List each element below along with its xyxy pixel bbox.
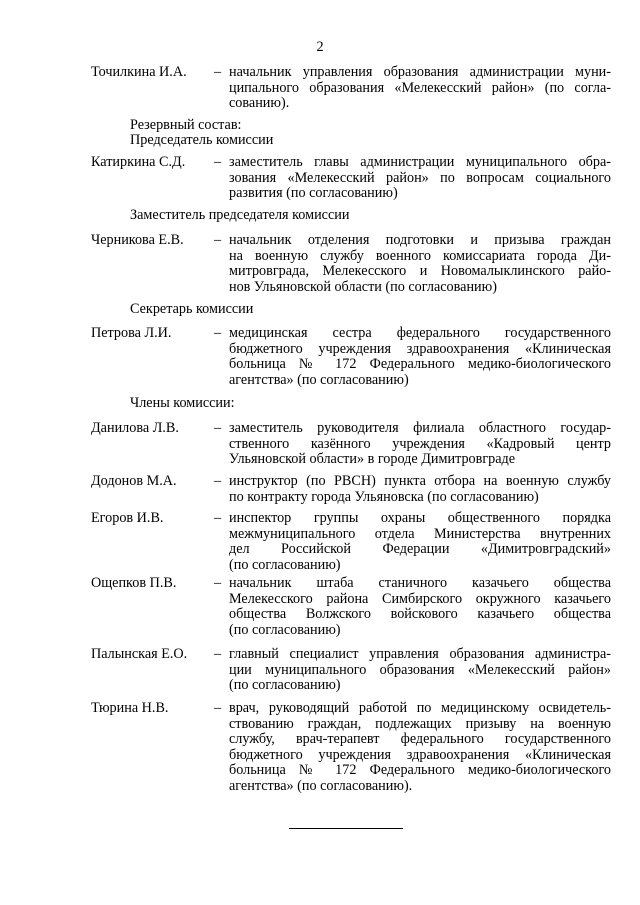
dash-separator: –: [214, 575, 222, 591]
desc-line: заместитель руководителя филиала областного государ-: [229, 420, 611, 436]
desc-line: бюджетного учреждения здравоохранения «Клиническая: [229, 340, 611, 357]
member-position: [229, 647, 611, 694]
desc-line: начальник управления образования администрации муни-: [229, 64, 611, 80]
desc-line: (по согласованию): [229, 677, 341, 694]
desc-line: агентства» (по согласованию).: [229, 777, 413, 794]
desc-line: нов Ульяновской области (по согласованию): [229, 278, 497, 295]
desc-line: ции муниципального образования «Мелекесский район»: [229, 661, 611, 678]
member-position: [229, 474, 611, 505]
desc-line: сованию).: [229, 95, 290, 112]
desc-line: врач, руководящий работой по медицинскому освидетель-: [229, 700, 611, 716]
desc-line: общества Волжского войскового казачьего общества: [229, 606, 611, 623]
dash-separator: –: [214, 64, 222, 80]
member-name: Ощепков П.В.: [91, 575, 177, 591]
dash-separator: –: [214, 325, 222, 341]
desc-line: бюджетного учреждения здравоохранения «Клиническая: [229, 746, 611, 763]
member-name: Тюрина Н.В.: [91, 700, 169, 716]
desc-line: заместитель главы администрации муниципального обра-: [229, 154, 611, 170]
member-position: [229, 155, 611, 202]
member-name: Точилкина И.А.: [91, 64, 187, 80]
member-position: [229, 65, 611, 112]
heading-members: Члены комиссии:: [130, 395, 235, 411]
desc-line: службу, врач-терапевт федерального государственного: [229, 731, 611, 748]
desc-line: ствованию граждан, подлежащих призыву на военную: [229, 715, 611, 732]
member-position: [229, 576, 611, 638]
member-position: [229, 326, 611, 388]
dash-separator: –: [214, 473, 222, 489]
end-of-document-rule: [289, 828, 403, 829]
dash-separator: –: [214, 510, 222, 526]
member-name: Данилова Л.В.: [91, 420, 179, 436]
desc-line: больница № 172 Федерального медико-биологического: [229, 762, 611, 779]
desc-line: инспектор группы охраны общественного порядка: [229, 510, 611, 526]
heading-secretary: Секретарь комиссии: [130, 301, 254, 317]
heading-chairman: Председатель комиссии: [130, 132, 274, 148]
member-entry-katirkina: [91, 155, 611, 202]
member-name: Катиркина С.Д.: [91, 154, 186, 170]
desc-line: развития (по согласованию): [229, 185, 398, 202]
member-entry-chernikova: [91, 233, 611, 295]
desc-line: больница № 172 Федерального медико-биологического: [229, 356, 611, 373]
member-entry-oshchepkov: [91, 576, 611, 638]
member-name: Черникова Е.В.: [91, 232, 184, 248]
page-number: 2: [316, 39, 324, 55]
member-entry-dodonov: [91, 474, 611, 505]
desc-line: на военную службу военного комиссариата города Ди-: [229, 247, 611, 264]
dash-separator: –: [214, 700, 222, 716]
member-name: Палынская Е.О.: [91, 646, 188, 662]
heading-reserve: Резервный состав:: [130, 117, 242, 133]
member-name: Егоров И.В.: [91, 510, 164, 526]
member-entry-petrova: [91, 326, 611, 388]
dash-separator: –: [214, 420, 222, 436]
desc-line: (по согласованию): [229, 556, 341, 573]
desc-line: дел Российской Федерации «Димитровградский»: [229, 541, 611, 558]
desc-line: начальник штаба станичного казачьего общества: [229, 575, 611, 591]
member-entry-danilova: [91, 421, 611, 468]
member-entry-egorov: [91, 511, 611, 573]
member-entry-tochilkina: [91, 65, 611, 112]
heading-deputy: Заместитель председателя комиссии: [130, 207, 350, 223]
member-position: [229, 511, 611, 573]
member-name: Петрова Л.И.: [91, 325, 172, 341]
desc-line: митровграда, Мелекесского и Новомалыклинского райо-: [229, 263, 611, 280]
desc-line: агентства» (по согласованию): [229, 371, 409, 388]
desc-line: (по согласованию): [229, 621, 341, 638]
desc-line: ципального образования «Мелекесский район» (по согла-: [229, 79, 611, 96]
desc-line: начальник отделения подготовки и призыва граждан: [229, 232, 611, 248]
desc-line: зования «Мелекесский район» по вопросам социального: [229, 169, 611, 186]
desc-line: по контракту города Ульяновска (по согласованию): [229, 488, 539, 505]
desc-line: Ульяновской области» в городе Димитровграде: [229, 451, 516, 468]
member-name: Додонов М.А.: [91, 473, 177, 489]
member-position: [229, 701, 611, 795]
desc-line: медицинская сестра федерального государственного: [229, 325, 611, 341]
dash-separator: –: [214, 646, 222, 662]
desc-line: инструктор (по РВСН) пункта отбора на военную службу: [229, 473, 611, 489]
member-position: [229, 233, 611, 295]
desc-line: межмуниципального отдела Министерства внутренних: [229, 525, 611, 542]
dash-separator: –: [214, 154, 222, 170]
dash-separator: –: [214, 232, 222, 248]
desc-line: главный специалист управления образования администра-: [229, 646, 611, 662]
member-entry-tyurina: [91, 701, 611, 795]
desc-line: ственного казённого учреждения «Кадровый центр: [229, 435, 611, 452]
desc-line: Мелекесского района Симбирского окружного казачьего: [229, 590, 611, 607]
member-entry-palynskaya: [91, 647, 611, 694]
member-position: [229, 421, 611, 468]
